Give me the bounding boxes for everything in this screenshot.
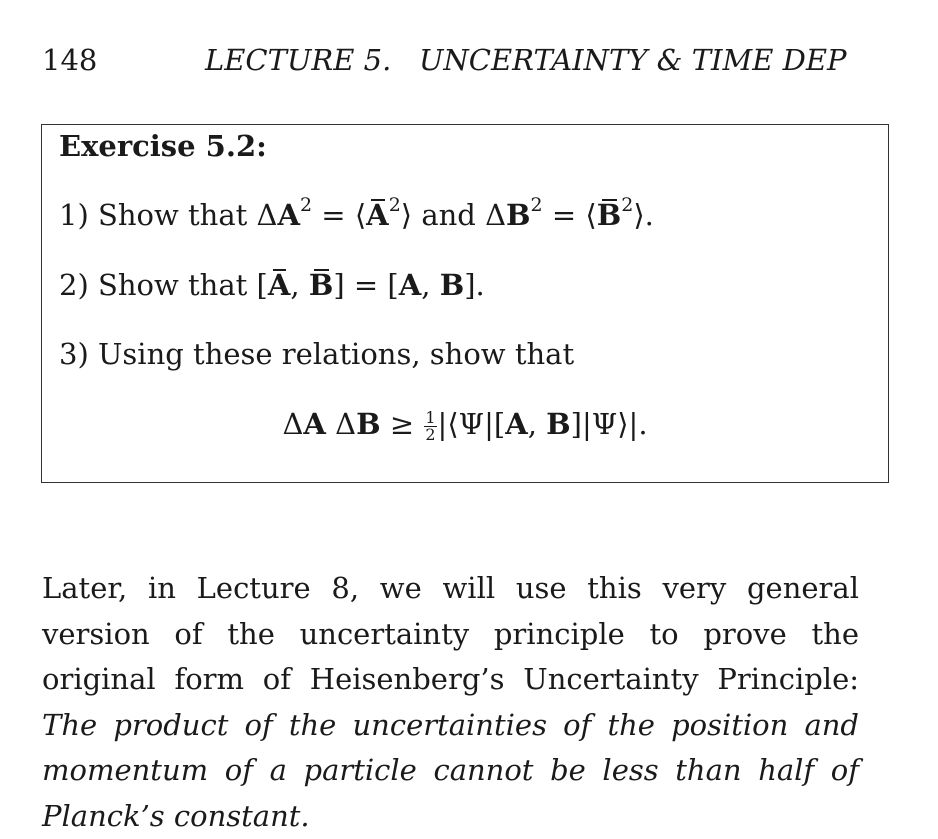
left-bracket: [ xyxy=(493,407,506,441)
item2-prefix: 2) Show that xyxy=(59,268,257,302)
geq-sign: ≥ xyxy=(380,407,424,441)
period: . xyxy=(644,198,654,232)
operator-b: B xyxy=(356,407,381,441)
one-half-fraction xyxy=(424,407,436,444)
operator-b: B xyxy=(546,407,571,441)
left-bracket: [ xyxy=(387,268,399,302)
abs-bar: | xyxy=(628,407,639,441)
right-bracket: ] xyxy=(333,268,345,302)
uncertainty-inequality xyxy=(42,406,888,443)
delta-symbol: Δ xyxy=(256,198,278,232)
operator-a: A xyxy=(505,407,528,441)
operator-b-bar: B xyxy=(596,198,622,232)
operator-a: A xyxy=(303,407,326,441)
exercise-item-2 xyxy=(59,267,485,303)
period: . xyxy=(475,268,485,302)
running-header-text: LECTURE 5. UNCERTAINTY & TIME DEP xyxy=(205,43,847,77)
right-angle: ⟩ xyxy=(617,407,629,441)
exponent: 2 xyxy=(388,194,401,217)
exercise-title: Exercise 5.2: xyxy=(59,129,267,163)
exercise-item-3: 3) Using these relations, show that xyxy=(59,337,575,371)
operator-b-bar: B xyxy=(308,268,334,302)
equals-sign: = xyxy=(542,198,586,232)
equals-sign: = xyxy=(312,198,355,232)
body-italic-text: The product of the uncertainties of the position and momentum of a particle cannot be less than half of Planck’s constant. xyxy=(42,707,859,833)
bra-ket-bar: | xyxy=(582,407,592,441)
left-angle: ⟨ xyxy=(585,198,597,232)
bra-ket-bar: | xyxy=(484,407,494,441)
item1-prefix: 1) Show that xyxy=(59,198,257,232)
exercise-item-1 xyxy=(59,194,654,233)
exponent: 2 xyxy=(621,194,634,217)
exponent: 2 xyxy=(300,194,313,217)
right-bracket: ] xyxy=(464,268,476,302)
running-header xyxy=(205,42,847,78)
right-angle: ⟩ xyxy=(400,198,413,232)
body-paragraph xyxy=(42,566,859,839)
operator-a-bar: A xyxy=(366,198,389,232)
right-angle: ⟩ xyxy=(633,198,645,232)
delta-symbol: Δ xyxy=(282,407,304,441)
left-angle: ⟨ xyxy=(354,198,367,232)
page-number: 148 xyxy=(42,43,98,77)
exponent: 2 xyxy=(530,194,543,217)
operator-b: B xyxy=(439,268,465,302)
left-angle: ⟨ xyxy=(447,407,459,441)
operator-a: A xyxy=(398,268,422,302)
comma: , xyxy=(421,268,431,302)
left-bracket: [ xyxy=(256,268,268,302)
right-bracket: ] xyxy=(570,407,582,441)
psi-symbol: Ψ xyxy=(591,407,618,441)
body-normal-text: Later, in Lecture 8, we will use this very general version of the uncertainty principle to prove the original form of Heisenberg’s Uncertainty Principle: xyxy=(42,571,859,696)
comma: , xyxy=(290,268,300,302)
item1-and: and xyxy=(412,198,486,232)
psi-symbol: Ψ xyxy=(458,407,485,441)
comma: , xyxy=(527,407,537,441)
period: . xyxy=(638,407,648,441)
fraction-numerator: 1 xyxy=(425,407,436,427)
fraction-denominator: 2 xyxy=(425,424,436,444)
delta-symbol: Δ xyxy=(335,407,357,441)
exercise-box xyxy=(41,124,889,483)
operator-b: B xyxy=(506,198,531,232)
operator-a: A xyxy=(277,198,300,232)
equals-sign: = xyxy=(344,268,388,302)
operator-a-bar: A xyxy=(267,268,291,302)
delta-symbol: Δ xyxy=(485,198,507,232)
abs-bar: | xyxy=(437,407,448,441)
